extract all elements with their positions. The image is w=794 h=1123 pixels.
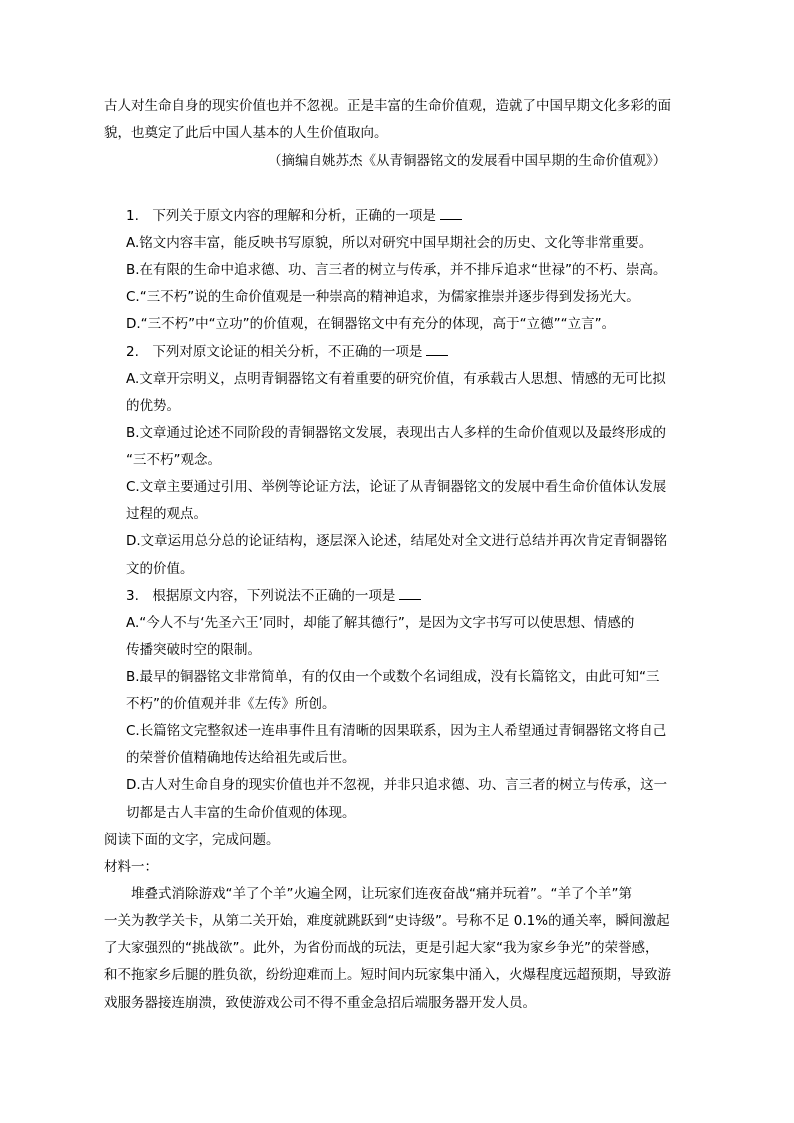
q2-option-d-line-2: 文的价值。: [126, 561, 194, 577]
question-3-text: 3. 根据原文内容，下列说法不正确的一项是: [126, 588, 396, 604]
material-paragraph-line-5: 戏服务器接连崩溃，致使游戏公司不得不重金急招后端服务器开发人员。: [104, 995, 536, 1011]
q3-option-c-line-1: C.长篇铭文完整叙述一连串事件且有清晰的因果联系，因为主人希望通过青铜器铭文将自己: [126, 723, 667, 739]
material-paragraph-line-2: 一关为教学关卡，从第二关开始，难度就跳跃到“史诗级”。号称不足 0.1%的通关率，瞬间激起: [104, 913, 670, 929]
material-paragraph-line-1: 堆叠式消除游戏“羊了个羊”火遍全网，让玩家们连夜奋战“痛并玩着”。“羊了个羊”第: [131, 886, 632, 902]
q3-option-a-line-2: 传播突破时空的限制。: [126, 642, 261, 658]
q3-option-b-line-2: 不朽”的价值观并非《左传》所创。: [126, 696, 336, 712]
q3-option-b-line-1: B.最早的铜器铭文非常简单，有的仅由一个或数个名词组成，没有长篇铭文，由此可知“三: [126, 669, 660, 685]
question-1-text: 1. 下列关于原文内容的理解和分析，正确的一项是: [126, 208, 436, 224]
intro-line-1: 古人对生命自身的现实价值也并不忽视。正是丰富的生命价值观，造就了中国早期文化多彩的面: [104, 98, 671, 114]
question-2-stem: [126, 342, 448, 362]
q2-option-a-line-1: A.文章开宗明义，点明青铜器铭文有着重要的研究价值，有承载古人思想、情感的无可比拟: [126, 371, 666, 387]
q2-option-d-line-1: D.文章运用总分总的论证结构，逐层深入论述，结尾处对全文进行总结并再次肯定青铜器铭: [126, 533, 668, 549]
q2-option-c-line-1: C.文章主要通过引用、举例等论证方法，论证了从青铜器铭文的发展中看生命价值体认发展: [126, 479, 667, 495]
q1-option-b: B.在有限的生命中追求德、功、言三者的树立与传承，并不排斥追求“世禄”的不朽、崇高。: [126, 262, 667, 278]
q3-option-c-line-2: 的荣誉价值精确地传达给祖先或后世。: [126, 750, 356, 766]
material-paragraph-line-3: 了大家强烈的“挑战欲”。此外，为省份而战的玩法，更是引起大家“我为家乡争光”的荣誉感，: [104, 940, 659, 956]
q2-option-b-line-1: B.文章通过论述不同阶段的青铜器铭文发展，表现出古人多样的生命价值观以及最终形成的: [126, 425, 667, 441]
q1-option-a: A.铭文内容丰富，能反映书写原貌，所以对研究中国早期社会的历史、文化等非常重要。: [126, 235, 653, 251]
intro-line-2: 貌，也奠定了此后中国人基本的人生价值取向。: [104, 125, 388, 141]
answer-blank[interactable]: [426, 343, 448, 356]
answer-blank[interactable]: [440, 207, 462, 220]
q3-option-a-line-1: A.“今人不与‘先圣六王’同时，却能了解其德行”，是因为文字书写可以使思想、情感的: [126, 615, 635, 631]
q1-option-d: D.“三不朽”中“立功”的价值观，在铜器铭文中有充分的体现，高于“立德”“立言”。: [126, 316, 616, 332]
reading-instruction: 阅读下面的文字，完成问题。: [104, 832, 280, 848]
question-2-text: 2. 下列对原文论证的相关分析，不正确的一项是: [126, 344, 423, 360]
q3-option-d-line-1: D.古人对生命自身的现实价值也并不忽视，并非只追求德、功、言三者的树立与传承，这一: [126, 777, 668, 793]
q2-option-b-line-2: “三不朽”观念。: [126, 452, 221, 468]
q1-option-c: C.“三不朽”说的生命价值观是一种崇高的精神追求，为儒家推崇并逐步得到发扬光大。: [126, 289, 640, 305]
source-citation: （摘编自姚苏杰《从青铜器铭文的发展看中国早期的生命价值观》）: [268, 153, 667, 169]
question-1-stem: [126, 206, 462, 226]
question-3-stem: [126, 586, 421, 606]
q3-option-d-line-2: 切都是古人丰富的生命价值观的体现。: [126, 805, 356, 821]
material-label: 材料一：: [104, 859, 158, 875]
material-paragraph-line-4: 和不拖家乡后腿的胜负欲，纷纷迎难而上。短时间内玩家集中涌入，火爆程度远超预期，导致游: [104, 967, 671, 983]
answer-blank[interactable]: [399, 587, 421, 600]
q2-option-a-line-2: 的优势。: [126, 398, 180, 414]
q2-option-c-line-2: 过程的观点。: [126, 506, 207, 522]
